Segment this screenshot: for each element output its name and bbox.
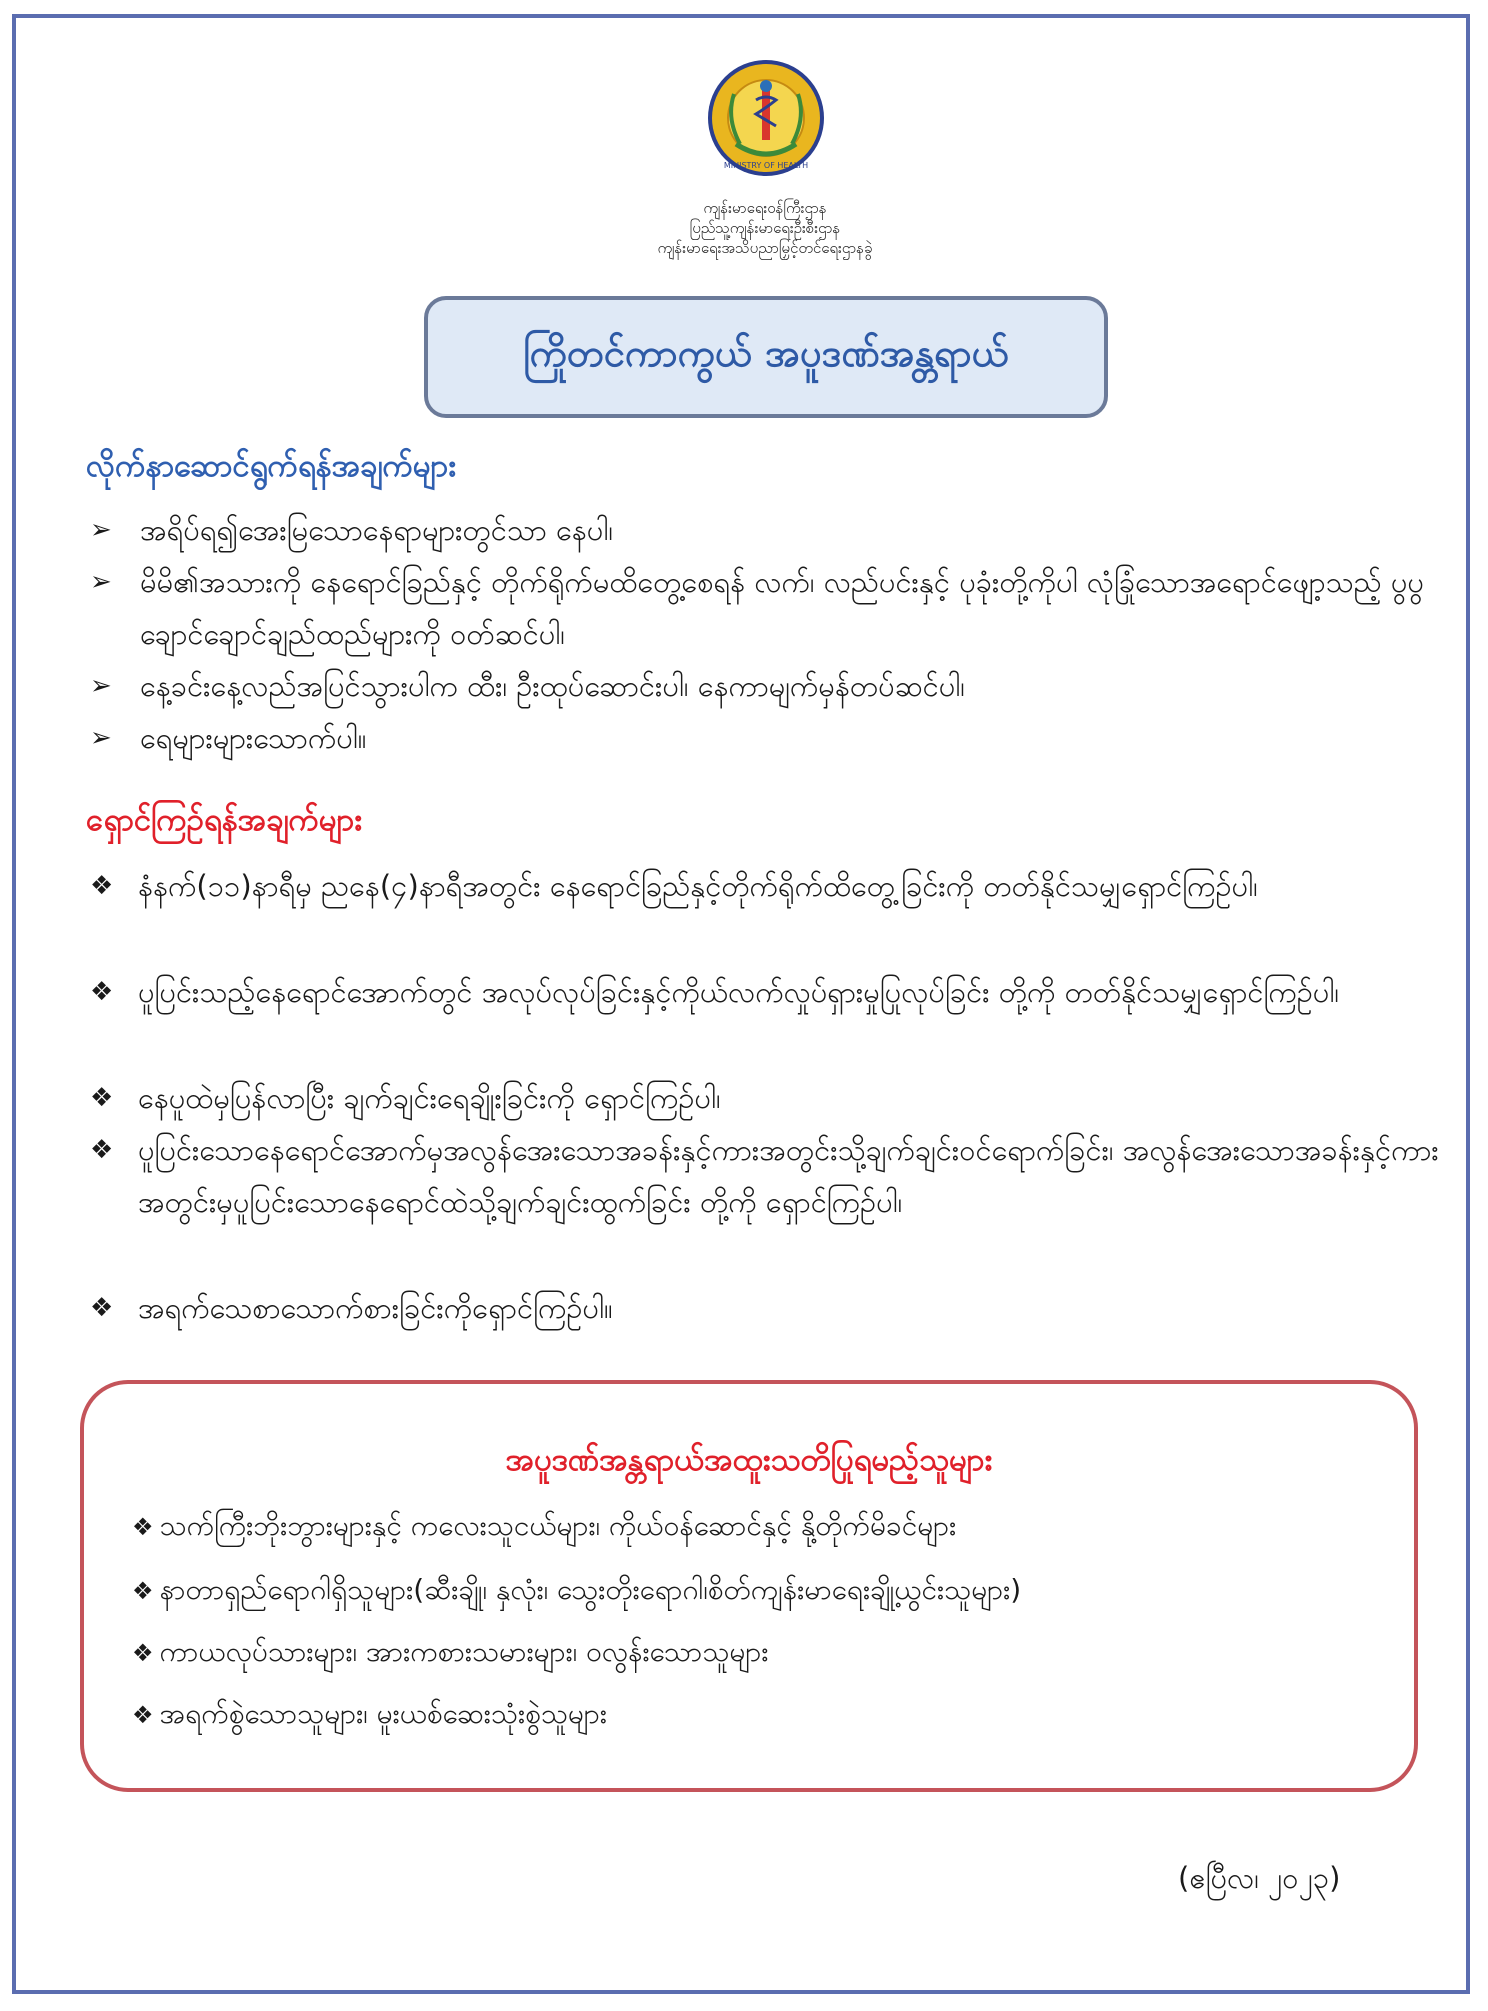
- ministry-of-health-logo: [696, 54, 836, 184]
- list-item: ➢ အရိပ်ရ၍အေးမြသောနေရာများတွင်သာ နေပါ၊: [90, 504, 1450, 556]
- diamond-bullet-icon: ❖: [132, 1701, 154, 1729]
- section-heading-do: လိုက်နာဆောင်ရွက်ရန်အချက်များ: [86, 448, 457, 484]
- list-item: ❖ ပူပြင်းသည့်နေရောင်အောက်တွင် အလုပ်လုပ်ခြင်းနှင့်ကိုယ်လက်လှုပ်ရှားမှုပြုလုပ်ခြင်း တို့ကို တတ်နိုင်သမျှရှောင်ကြဉ်ပါ၊: [90, 966, 1450, 1018]
- arrow-bullet-icon: ➢: [90, 567, 112, 597]
- list-item: ❖ နာတာရှည်ရောဂါရှိသူများ(ဆီးချို၊ နှလုံး၊ သွေးတိုးရောဂါ၊စိတ်ကျန်းမာရေးချို့ယွင်းသူများ): [132, 1573, 1022, 1606]
- list-item: ❖ ပူပြင်းသောနေရောင်အောက်မှအလွန်အေးသောအခန်းနှင့်ကားအတွင်းသို့ချက်ချင်းဝင်ရောက်ခြင်း၊ အလွန်အေးသောအခန်းနှင့်ကားအတွင်းမှပူပြင်းသောနေရောင်ထဲသို့ချက်ချင်းထွက်ခြင်း တို့ကို ရှောင်ကြဉ်ပါ၊: [90, 1124, 1450, 1228]
- risk-groups-heading: အပူဒဏ်အန္တရာယ်အထူးသတိပြုရမည့်သူများ: [505, 1442, 993, 1478]
- poster-title: ကြိုတင်ကာကွယ် အပူဒဏ်အန္တရာယ်: [523, 331, 1009, 375]
- arrow-bullet-icon: ➢: [90, 515, 112, 545]
- org-line-department: ပြည်သူ့ကျန်းမာရေးဦးစီးဌာန: [689, 219, 841, 237]
- org-line-ministry: ကျန်းမာရေးဝန်ကြီးဌာန: [703, 199, 827, 217]
- list-item: ❖ အရက်သေစာသောက်စားခြင်းကိုရှောင်ကြဉ်ပါ။: [90, 1282, 1450, 1334]
- list-item: ❖ ကာယလုပ်သားများ၊ အားကစားသမားများ၊ ဝလွန်းသောသူများ: [132, 1635, 769, 1668]
- title-box: [424, 296, 1108, 418]
- svg-text:MINISTRY OF HEALTH: MINISTRY OF HEALTH: [723, 161, 809, 170]
- org-line-division: ကျန်းမာရေးအသိပညာမြှင့်တင်ရေးဌာနခွဲ: [657, 239, 873, 257]
- list-item: ❖ အရက်စွဲသောသူများ၊ မူးယစ်ဆေးသုံးစွဲသူများ: [132, 1697, 607, 1730]
- arrow-bullet-icon: ➢: [90, 723, 112, 753]
- diamond-bullet-icon: ❖: [90, 977, 114, 1007]
- section-heading-avoid: ရှောင်ကြဉ်ရန်အချက်များ: [86, 802, 363, 838]
- risk-groups-box: [80, 1380, 1418, 1792]
- list-item: ❖ နံနက်(၁၁)နာရီမှ ညနေ(၄)နာရီအတွင်း နေရောင်ခြည်နှင့်တိုက်ရိုက်ထိတွေ့ခြင်းကို တတ်နိုင်သမျှရှောင်ကြဉ်ပါ၊: [90, 860, 1450, 912]
- diamond-bullet-icon: ❖: [90, 871, 114, 901]
- list-item: ❖ သက်ကြီးဘိုးဘွားများနှင့် ကလေးသူငယ်များ၊ ကိုယ်ဝန်ဆောင်နှင့် နို့တိုက်မိခင်များ: [132, 1509, 957, 1542]
- organization-names: [500, 198, 1030, 258]
- diamond-bullet-icon: ❖: [132, 1577, 154, 1605]
- list-item: ❖ နေပူထဲမှပြန်လာပြီး ချက်ချင်းရေချိုးခြင်းကို ရှောင်ကြဉ်ပါ၊: [90, 1072, 1450, 1124]
- diamond-bullet-icon: ❖: [132, 1639, 154, 1667]
- diamond-bullet-icon: ❖: [90, 1083, 114, 1113]
- diamond-bullet-icon: ❖: [132, 1513, 154, 1541]
- list-item: ➢ နေ့ခင်းနေ့လည်အပြင်သွားပါက ထီး၊ ဦးထုပ်ဆောင်းပါ၊ နေကာမျက်မှန်တပ်ဆင်ပါ၊: [90, 660, 1450, 712]
- arrow-bullet-icon: ➢: [90, 671, 112, 701]
- diamond-bullet-icon: ❖: [90, 1135, 114, 1165]
- list-item: ➢ မိမိ၏အသားကို နေရောင်ခြည်နှင့် တိုက်ရိုက်မထိတွေ့စေရန် လက်၊ လည်ပင်းနှင့် ပုခုံးတို့ကိုပါ လုံခြုံသောအရောင်ဖျော့သည့် ပွပွချောင်ချောင်ချည်ထည်များကို ဝတ်ဆင်ပါ၊: [90, 556, 1450, 660]
- list-item: ➢ ရေများများသောက်ပါ။: [90, 712, 1450, 764]
- diamond-bullet-icon: ❖: [90, 1293, 114, 1323]
- publication-date: (ဧပြီလ၊ ၂၀၂၃): [1178, 1861, 1341, 1895]
